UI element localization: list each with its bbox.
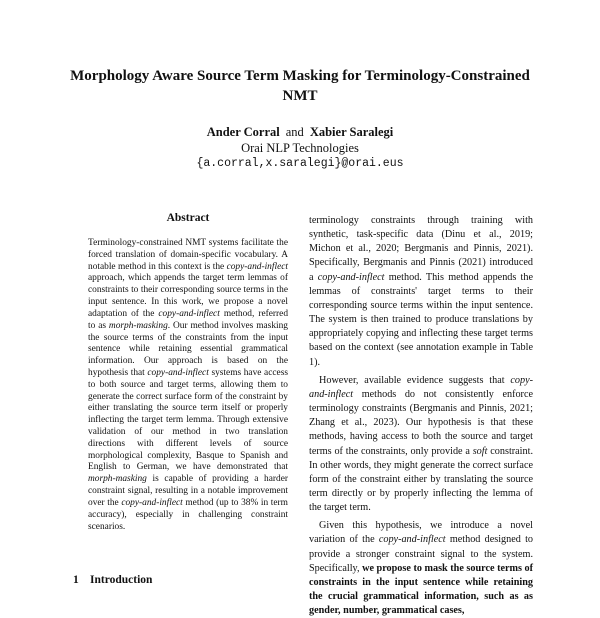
- abstract-text: is capable of providing a harder constraint signal, resulting in a notable improvement over the: [88, 474, 288, 508]
- abstract-emphasis: morph-masking: [108, 320, 168, 331]
- abstract-text: approach, which appends the target term lemmas of constraints to their corresponding source terms in the input sentence. In this work, we propose a novel adaptation of the: [88, 273, 288, 319]
- abstract-emphasis: copy-and-inflect: [147, 367, 209, 378]
- body-paragraph: [309, 519, 533, 618]
- body-paragraph: [309, 214, 533, 370]
- abstract-emphasis: copy-and-inflect: [158, 308, 220, 319]
- body-paragraph: [309, 374, 533, 516]
- body-text: constraint. In other words, they might generate the correct surface form of the constraint either by translating the source term directly or by properly inflecting the lemma of the target term.: [309, 445, 533, 514]
- abstract-text: method (up to 38% in term accuracy), especially in challenging constraint scenarios.: [88, 497, 288, 532]
- body-emphasis: soft: [472, 445, 488, 457]
- abstract-text: method, referred to as: [88, 308, 289, 331]
- author-separator: and: [285, 125, 304, 139]
- body-emphasis: copy-and-inflect: [378, 534, 446, 546]
- abstract-emphasis: copy-and-inflect: [121, 497, 183, 508]
- body-text: However, available evidence suggests that: [319, 374, 511, 386]
- paper-title: Morphology Aware Source Term Masking for Terminology-Constrained NMT: [70, 68, 530, 104]
- author-email[interactable]: {a.corral,x.saralegi}@orai.eus: [196, 157, 404, 170]
- abstract-text: systems have access to both source and target terms, allowing them to generate the correct surface form of the constraint by either translating the source term itself or properly inflecting the target term lemma. Through extensive validation of our method in two translation directions with different levels of source morphological complexity, Basque to Spanish and English to German, we have demonstrated that: [88, 367, 288, 473]
- body-text: methods do not consistently enforce terminology constraints (Bergmanis and Pinnis, 2021; Zhang et al., 2023). Our hypothesis is that these methods, having access to both the source and target terms of the constraints, only provide a: [309, 388, 533, 457]
- abstract-text: . Our method involves masking the source terms of the constraints from the input sentence while retaining essential grammatical information. Our approach is based on the hypothesis that: [88, 320, 288, 378]
- section-title: Introduction: [90, 574, 153, 586]
- body-emphasis: copy-and-inflect: [317, 271, 385, 283]
- body-text: Given this hypothesis, we introduce a novel variation of the: [309, 520, 533, 546]
- body-text: terminology constraints through training with synthetic, task-specific data (Dinu et al., 2019; Michon et al., 2020; Bergmanis and Pinnis, 2021). Specifically, Bergmanis and Pinnis (2021) introduced a: [309, 215, 533, 283]
- abstract-text: Terminology-constrained NMT systems facilitate the forced translation of domain-specific vocabulary. A notable method in this context is the: [88, 238, 288, 272]
- affiliation: Orai NLP Technologies: [241, 141, 359, 155]
- author-name: Ander Corral: [206, 125, 280, 139]
- author-line: [100, 124, 500, 140]
- body-text: method designed to provide a stronger constraint signal to the system. Specifically,: [309, 534, 533, 574]
- author-name: Xabier Saralegi: [309, 125, 394, 139]
- body-text: method. This method appends the lemmas of constraints' target terms to their corresponding source terms within the input sentence. The system is then trained to produce translations by appropriately copying and inflecting these target terms based on the context (see annotation example in Table 1).: [309, 271, 534, 368]
- abstract-emphasis: morph-masking: [88, 474, 147, 485]
- right-column-body: [309, 214, 533, 618]
- body-strong: we propose to mask the source terms of constraints in the input sentence while retaining the crucial grammatical information, such as as gender, number, grammatical cases,: [309, 562, 533, 617]
- section-number: 1: [73, 574, 79, 586]
- body-emphasis: copy-and-inflect: [309, 374, 533, 400]
- section-heading-introduction: [73, 573, 303, 588]
- abstract-body: [88, 238, 288, 533]
- abstract-emphasis: copy-and-inflect: [226, 261, 288, 272]
- abstract-heading: Abstract: [166, 212, 210, 224]
